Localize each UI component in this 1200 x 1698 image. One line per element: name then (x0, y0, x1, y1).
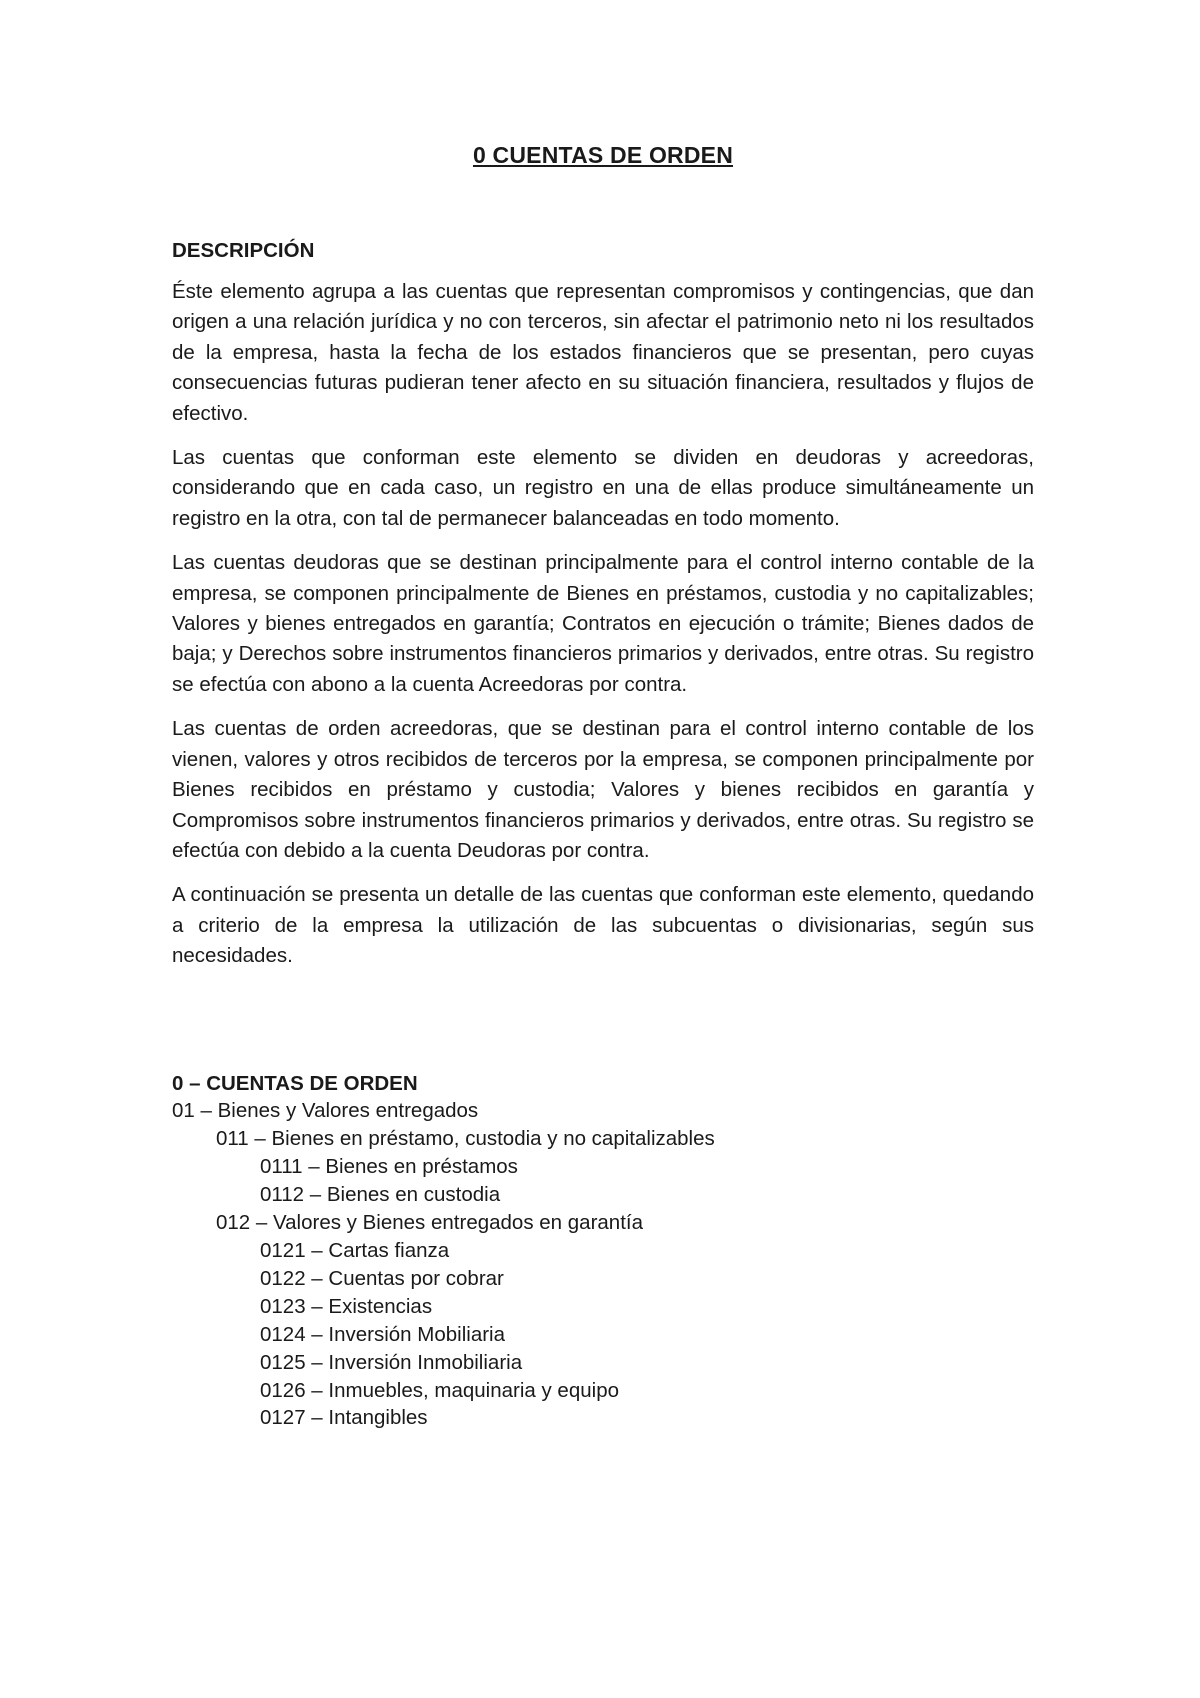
paragraph: Las cuentas deudoras que se destinan principalmente para el control interno contable de la empresa, se componen principalmente de Bienes en préstamos, custodia y no capitalizables; Valores y bienes entregados en garantía; Contratos en ejecución o trámite; Bienes dados de baja; y Derechos sobre instrumentos financieros primarios y derivados, entre otras. Su registro se efectúa con abono a la cuenta Acreedoras por contra. (172, 551, 1034, 696)
account-tree-item: 011 – Bienes en préstamo, custodia y no capitalizables (216, 1127, 715, 1151)
paragraph: A continuación se presenta un detalle de las cuentas que conforman este elemento, quedando a criterio de la empresa la utilización de las subcuentas o divisionarias, según sus necesidades. (172, 883, 1034, 968)
account-tree-root: 0 – CUENTAS DE ORDEN (172, 1071, 418, 1095)
account-tree-item: 0121 – Cartas fianza (260, 1238, 450, 1262)
paragraph: Éste elemento agrupa a las cuentas que representan compromisos y contingencias, que dan origen a una relación jurídica y no con terceros, sin afectar el patrimonio neto ni los resultados de la empresa, hasta la fecha de los estados financieros que se presentan, pero cuyas consecuencias futuras pudieran tener afecto en su situación financiera, resultados y flujos de efectivo. (172, 280, 1034, 425)
account-tree-item: 0123 – Existencias (260, 1294, 433, 1318)
paragraph: Las cuentas de orden acreedoras, que se destinan para el control interno contable de los vienen, valores y otros recibidos de terceros por la empresa, se componen principalmente por Bienes recibidos en préstamo y custodia; Valores y bienes recibidos en garantía y Compromisos sobre instrumentos financieros primarios y derivados, entre otras. Su registro se efectúa con debido a la cuenta Deudoras por contra. (172, 717, 1034, 862)
account-tree-item: 0122 – Cuentas por cobrar (260, 1266, 504, 1290)
account-tree-item: 012 – Valores y Bienes entregados en garantía (216, 1211, 643, 1235)
account-tree-item: 0112 – Bienes en custodia (260, 1183, 501, 1207)
account-tree (172, 1070, 1034, 1433)
spacer (172, 986, 1034, 1070)
document-title: 0 CUENTAS DE ORDEN (472, 142, 734, 168)
account-tree-item: 0126 – Inmuebles, maquinaria y equipo (260, 1378, 619, 1402)
account-tree-item: 0111 – Bienes en préstamos (260, 1155, 518, 1179)
account-tree-item: 0125 – Inversión Inmobiliaria (260, 1350, 523, 1374)
account-tree-item: 0124 – Inversión Mobiliaria (260, 1322, 505, 1346)
account-tree-item: 01 – Bienes y Valores entregados (172, 1099, 479, 1123)
account-tree-item: 0127 – Intangibles (260, 1406, 428, 1430)
section-heading-descripcion: DESCRIPCIÓN (172, 239, 315, 262)
paragraph: Las cuentas que conforman este elemento se dividen en deudoras y acreedoras, considerando que en cada caso, un registro en una de ellas produce simultáneamente un registro en la otra, con tal de permanecer balanceadas en todo momento. (172, 446, 1034, 530)
